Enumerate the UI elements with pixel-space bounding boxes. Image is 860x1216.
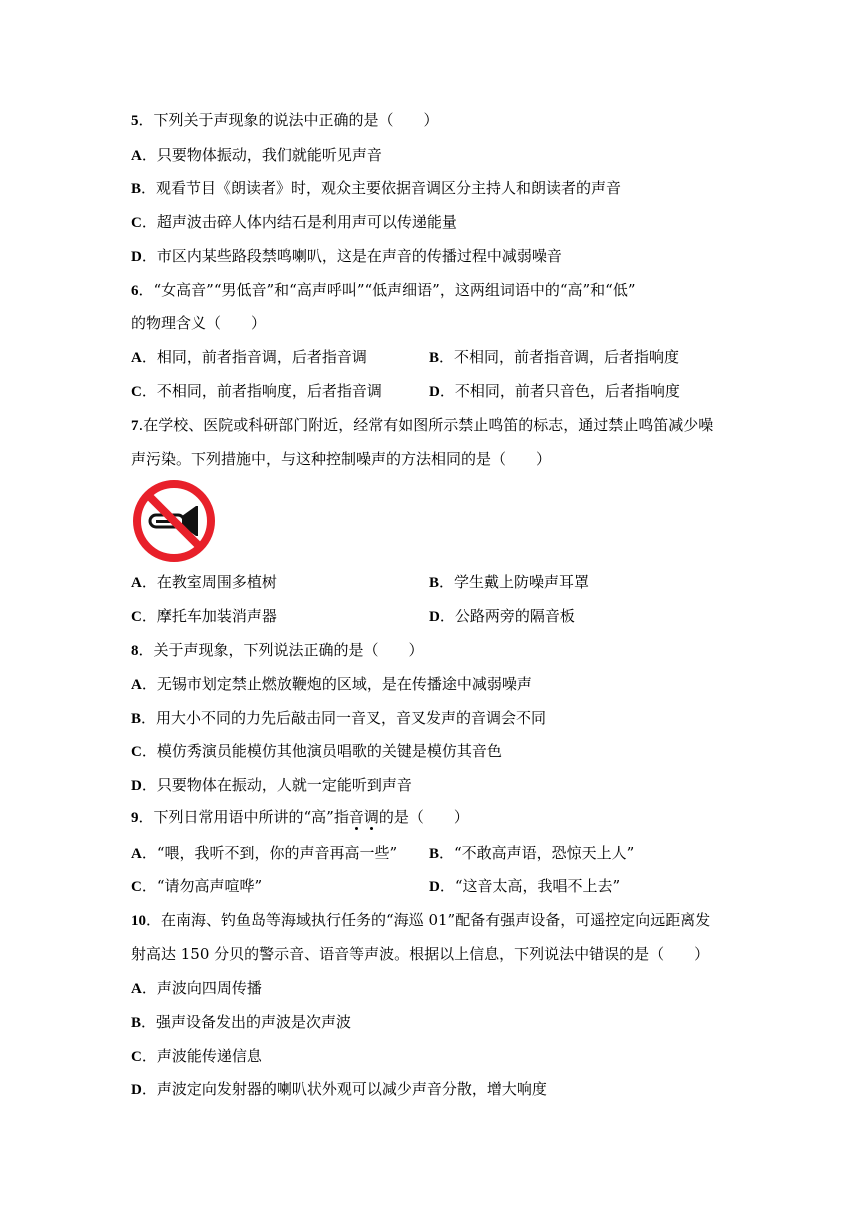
option-b	[429, 572, 589, 593]
question-number: 5	[131, 113, 139, 129]
option-text: ．超声波击碎人体内结石是利用声可以传递能量	[141, 213, 457, 231]
question-10-stem-cont	[131, 944, 709, 964]
question-number: 7	[131, 418, 139, 434]
question-text: ．关于声现象，下列说法正确的是（ ）	[138, 641, 424, 659]
option-letter: B	[131, 711, 142, 727]
emphasis-char: 调	[363, 808, 379, 826]
option-text: ．市区内某些路段禁鸣喇叭，这是在声音的传播过程中减弱噪音	[141, 247, 562, 265]
question-number: 10	[131, 913, 146, 929]
question-text: ．下列关于声现象的说法中正确的是（ ）	[138, 111, 439, 129]
option-text: ．相同，前者指音调，后者指音调	[141, 348, 367, 366]
option-text: ．不相同，前者指响度，后者指音调	[141, 382, 382, 400]
option-text: ．摩托车加装消声器	[141, 607, 277, 625]
question-5-stem	[131, 110, 439, 131]
question-number: 9	[131, 810, 139, 826]
option-letter: C	[131, 609, 142, 625]
question-6-stem	[131, 280, 636, 301]
option-c	[131, 741, 502, 762]
option-letter: A	[131, 677, 142, 693]
option-text: ．声波能传递信息	[141, 1047, 262, 1065]
question-8-stem	[131, 640, 424, 661]
option-d	[429, 876, 620, 897]
option-letter: D	[131, 1082, 142, 1098]
option-letter: B	[131, 1015, 142, 1031]
option-c	[131, 1046, 262, 1067]
option-b	[131, 708, 546, 729]
option-text: ．“这音太高，我唱不上去”	[439, 877, 621, 895]
option-letter: B	[429, 350, 440, 366]
option-letter: C	[131, 1049, 142, 1065]
option-text: ．无锡市划定禁止燃放鞭炮的区域，是在传播途中减弱噪声	[141, 675, 532, 693]
option-letter: D	[429, 609, 440, 625]
option-d	[131, 775, 412, 796]
option-row	[131, 606, 691, 627]
option-text: ．在教室周围多植树	[141, 573, 277, 591]
option-letter: B	[429, 575, 440, 591]
no-horn-sign-icon	[132, 479, 216, 563]
option-a	[131, 348, 367, 366]
option-text: ．用大小不同的力先后敲击同一音叉，音叉发声的音调会不同	[141, 709, 547, 727]
option-text: ．公路两旁的隔音板	[439, 607, 575, 625]
option-row	[131, 572, 691, 593]
option-text: ．声波定向发射器的喇叭状外观可以减少声音分散，增大响度	[141, 1080, 547, 1098]
option-d	[131, 1079, 547, 1100]
option-letter: B	[131, 181, 142, 197]
option-b	[131, 1012, 351, 1033]
option-letter: D	[131, 249, 142, 265]
option-row	[131, 876, 691, 897]
option-b	[131, 178, 621, 199]
option-letter: C	[131, 215, 142, 231]
option-a	[131, 573, 277, 591]
question-text: ．在南海、钓鱼岛等海域执行任务的“海巡 01”配备有强声设备，可遥控定向远距离发	[146, 911, 711, 929]
question-9-stem	[131, 807, 469, 828]
option-c	[131, 382, 382, 400]
option-letter: A	[131, 575, 142, 591]
option-text: ．强声设备发出的声波是次声波	[141, 1013, 352, 1031]
option-b	[429, 347, 679, 368]
option-row	[131, 381, 691, 402]
option-a	[131, 674, 532, 695]
question-number: 6	[131, 283, 139, 299]
option-c	[131, 607, 277, 625]
question-text: .在学校、医院或科研部门附近，经常有如图所示禁止鸣笛的标志，通过禁止鸣笛减少噪	[138, 416, 714, 434]
option-row	[131, 347, 691, 368]
option-letter: D	[429, 879, 440, 895]
option-a	[131, 145, 382, 166]
option-text: ．学生戴上防噪声耳罩	[439, 573, 590, 591]
option-text: ．“请勿高声喧哗”	[141, 877, 263, 895]
option-c	[131, 877, 262, 895]
option-letter: B	[429, 846, 440, 862]
option-letter: A	[131, 148, 142, 164]
option-text: ．观看节目《朗读者》时，观众主要依据音调区分主持人和朗读者的声音	[141, 179, 622, 197]
emphasis-char: 音	[348, 808, 364, 826]
option-letter: A	[131, 846, 142, 862]
option-c	[131, 212, 457, 233]
option-text: ．声波向四周传播	[141, 979, 262, 997]
question-text: ．“女高音”“男低音”和“高声呼叫”“低声细语”，这两组词语中的“高”和“低”	[138, 281, 636, 299]
option-d	[429, 606, 575, 627]
question-text: 的物理含义（ ）	[131, 314, 267, 332]
option-letter: C	[131, 744, 142, 760]
question-10-stem	[131, 910, 710, 931]
option-letter: C	[131, 879, 142, 895]
question-6-stem-cont	[131, 313, 266, 333]
option-letter: C	[131, 384, 142, 400]
question-text: 射高达 150 分贝的警示音、语音等声波。根据以上信息，下列说法中错误的是（ ）	[131, 945, 710, 963]
option-text: ．只要物体在振动，人就一定能听到声音	[141, 776, 412, 794]
option-letter: A	[131, 981, 142, 997]
question-text: 声污染。下列措施中，与这种控制噪声的方法相同的是（ ）	[131, 450, 552, 468]
option-text: ．不相同，前者只音色，后者指响度	[439, 382, 680, 400]
question-number: 8	[131, 643, 139, 659]
question-7-stem-cont	[131, 449, 551, 469]
question-text: 的是（ ）	[378, 808, 469, 826]
option-row	[131, 843, 691, 864]
option-a	[131, 844, 397, 862]
option-text: ．只要物体振动，我们就能听见声音	[141, 146, 382, 164]
option-letter: D	[131, 778, 142, 794]
option-b	[429, 843, 634, 864]
option-text: ．模仿秀演员能模仿其他演员唱歌的关键是模仿其音色	[141, 742, 502, 760]
option-text: ．“喂，我听不到，你的声音再高一些”	[141, 844, 398, 862]
option-d	[131, 246, 562, 267]
option-a	[131, 978, 262, 999]
question-7-stem	[131, 415, 713, 436]
option-d	[429, 381, 680, 402]
option-text: ．“不敢高声语，恐惊天上人”	[439, 844, 635, 862]
option-text: ．不相同，前者指音调，后者指响度	[439, 348, 680, 366]
option-letter: D	[429, 384, 440, 400]
question-text: ．下列日常用语中所讲的“高”指	[138, 808, 349, 826]
option-letter: A	[131, 350, 142, 366]
